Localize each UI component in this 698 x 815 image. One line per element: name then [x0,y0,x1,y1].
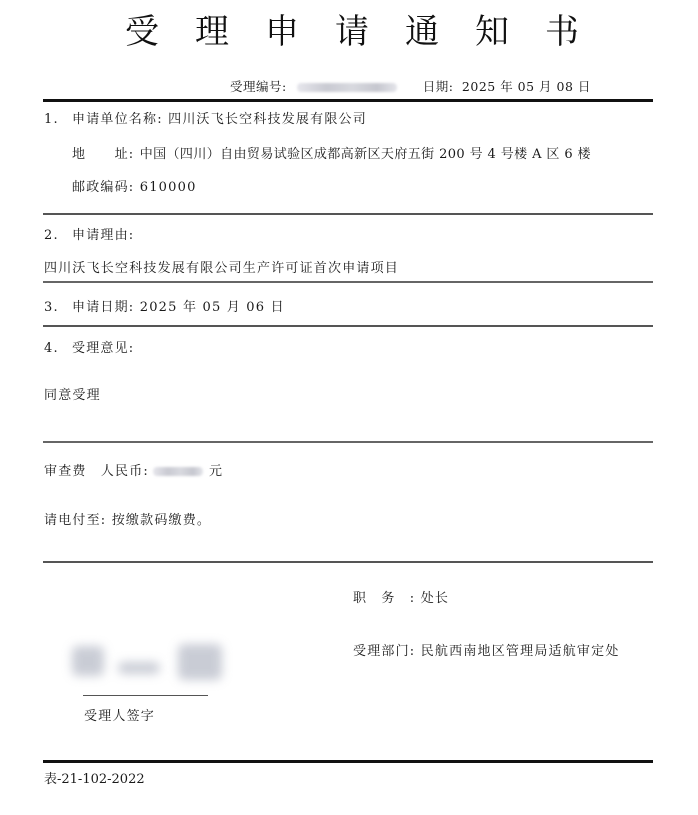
section-divider [43,213,653,215]
payment-value: 按缴款码缴费。 [111,513,212,528]
bottom-rule [43,760,653,763]
fee-label: 审查费 人民币: [44,464,149,479]
section-number: 4. [44,341,59,356]
date-value: 2025 年 05 月 08 日 [461,79,591,94]
fee-row [44,460,223,479]
top-rule [43,99,653,102]
signature-caption: 受理人签字 [84,709,156,724]
section-divider [43,561,653,563]
date-label: 日期: [422,79,454,94]
position-label: 职 务 : [353,591,416,606]
section-divider [43,325,653,327]
title-char: 请 [335,12,369,52]
payment-row [44,509,211,528]
application-date-value: 2025 年 05 月 06 日 [139,300,285,315]
department-label: 受理部门: [353,644,416,659]
postcode-value: 610000 [139,180,197,195]
acceptance-no-redacted [297,83,397,92]
form-code: 表-21-102-2022 [44,772,145,787]
position-row [353,587,449,606]
applicant-row [44,108,367,127]
application-date-label: 申请日期: [72,300,135,315]
address-label: 地 址: [72,147,135,162]
reason-label: 申请理由: [72,228,135,243]
address-row [72,143,591,162]
reason-value: 四川沃飞长空科技发展有限公司生产许可证首次申请项目 [44,261,400,276]
section-number: 1. [44,112,59,127]
applicant-label: 申请单位名称: [72,112,163,127]
title-char: 通 [405,12,439,52]
opinion-heading [44,337,134,356]
payment-label: 请电付至: [44,513,107,528]
position-value: 处长 [420,591,450,606]
fee-amount-redacted [153,467,203,476]
application-date-row [44,296,285,315]
opinion-value: 同意受理 [44,388,101,403]
signature-line [83,695,208,696]
applicant-value: 四川沃飞长空科技发展有限公司 [168,112,367,127]
section-divider [43,441,653,443]
department-value: 民航西南地区管理局适航审定处 [420,644,620,659]
title-char: 受 [125,12,159,52]
postcode-row [72,176,197,195]
document-title [0,12,698,52]
address-value: 中国（四川）自由贸易试验区成都高新区天府五街 200 号 4 号楼 A 区 6 楼 [139,147,591,162]
fee-unit: 元 [208,464,224,479]
title-char: 书 [545,12,579,52]
meta-row [230,77,591,95]
department-row [353,640,620,659]
title-char: 知 [475,12,509,52]
signature-redacted [68,640,233,690]
section-divider [43,281,653,283]
title-char: 理 [195,12,229,52]
reason-heading [44,224,134,243]
section-number: 2. [44,228,59,243]
acceptance-no-label: 受理编号: [230,79,287,94]
opinion-label: 受理意见: [72,341,135,356]
postcode-label: 邮政编码: [72,180,135,195]
section-number: 3. [44,300,59,315]
title-char: 申 [265,12,299,52]
